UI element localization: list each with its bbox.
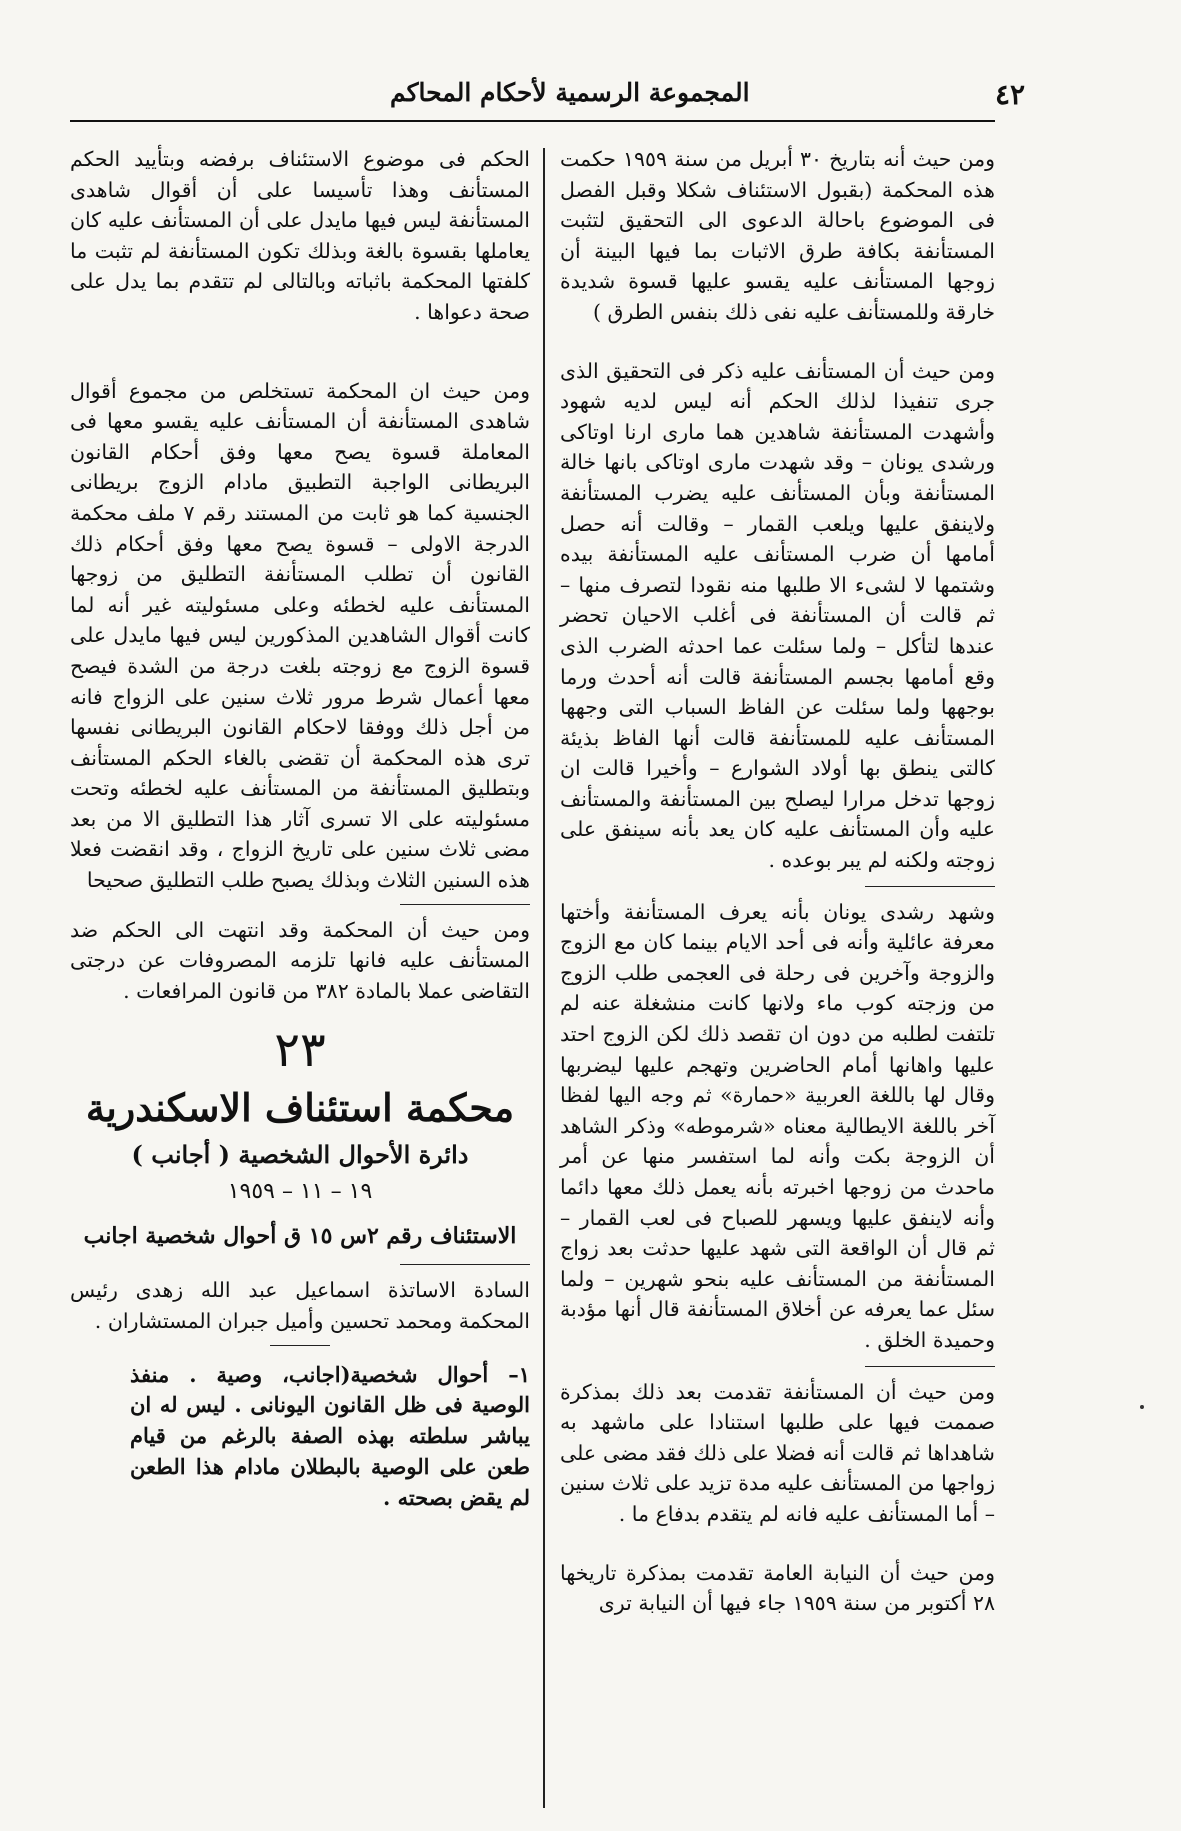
running-header [70, 78, 1026, 118]
separator-rule [865, 886, 995, 887]
paragraph: ومن حيث أن المحكمة وقد انتهت الى الحكم ضد المستأنف عليه فانها تلزمه المصروفات عن درجتى التقاضى عملا بالمادة ٣٨٢ من قانون المرافعات . [70, 917, 530, 1003]
court-name: محكمة استئناف الاسكندرية [85, 1085, 515, 1131]
court-circuit: دائرة الأحوال الشخصية ( أجانب ) [131, 1140, 469, 1170]
paragraph-gap [560, 1530, 995, 1558]
separator-rule [400, 904, 530, 905]
short-rule [270, 1345, 330, 1346]
paragraph: ومن حيث أنه بتاريخ ٣٠ أبريل من سنة ١٩٥٩ حكمت هذه المحكمة (بقبول الاستئناف شكلا وقبل الفصل فى الموضوع باحالة الدعوى الى التحقيق لتثبت المستأنفة بكافة طرق الاثبات بما فيها البينة أن زوجها المستأنف عليه يقسو عليها قسوة شديدة خارقة وللمستأنف عليه نفى ذلك بنفس الطرق ) [560, 147, 995, 324]
headnote-block [70, 1360, 530, 1514]
header-title: المجموعة الرسمية لأحكام المحاكم [390, 78, 750, 107]
paragraph-gap [560, 328, 995, 356]
paragraph: ومن حيث أن المستأنف عليه ذكر فى التحقيق الذى جرى تنفيذا لذلك الحكم أنه ليس لديه شهود وأشهدت المستأنفة شاهدين هما مارى ارنا اوتاكى ورشدى يونان – وقد شهدت مارى اوتاكى بانها خالة المستأنفة وبأن المستأنف عليه يضرب المستأنفة ولاينفق عليها ويلعب القمار – وقالت أنه حصل أمامها أن ضرب المستأنف عليه المستأنفة بيده وشتمها لا لشىء الا طلبها منه نقودا لتصرف منها – ثم قالت أن المستأنفة فى أغلب الاحيان تحضر عندها لتأكل – ولما سئلت عما احدثه الضرب الذى وقع أمامها بجسم المستأنفة قالت أنه أحدث ورما بوجهها ولما سئلت عن الفاظ السباب التى وجهها المستأنف عليه للمستأنفة قالت أنها الفاظ بذيئة كالتى ينطق بها أولاد الشوارع – وأخيرا قالت ان زوجها تدخل مرارا ليصلح بين المستأنفة والمستأنف عليه وأن المستأنف عليه كان يعد بأنه سينفق على زوجته ولكنه لم يبر بوعده . [560, 358, 995, 873]
case-number: ٢٣ [274, 1022, 326, 1079]
paragraph: وشهد رشدى يونان بأنه يعرف المستأنفة وأختها معرفة عائلية وأنه فى أحد الايام بينما كان مع الزوج والزوجة وآخرين فى رحلة فى العجمى طلب الزوج من وزجته كوب ماء ولانها كانت منشغلة عنه لم تلتفت لطلبه من دون ان تقصد ذلك لكن الزوج احتد عليها واهانها أمام الحاضرين وتهجم عليها ليضربها وقال لها باللغة العربية «حمارة» ثم وجه اليها لفظا آخر باللغة الايطالية معناه «شرموطه» وذكر الشاهد أن الزوجة بكت وأنه لما استفسر منها عن أمر ماحدث من زوجها اخبرته بأنه يعمل ذلك معها دائما وأنه لاينفق عليها ويسهر للصباح فى لعب القمار – ثم قال أن الواقعة التى شهد عليها حدثت بعد زواج المستأنفة من المستأنف عليه بنحو شهرين – ولما سئل عما يعرفه عن أخلاق المستأنفة قال أنها مؤدبة وحميدة الخلق . [560, 899, 995, 1352]
column-divider [543, 148, 545, 1808]
separator-rule [400, 1264, 530, 1265]
page-number: ٤٢ [995, 78, 1026, 111]
judges-panel: السادة الاساتذة اسماعيل عبد الله زهدى رئيس المحكمة ومحمد تحسين وأميل جبران المستشاران . [70, 1278, 530, 1334]
left-column [70, 144, 530, 1514]
paragraph: الحكم فى موضوع الاستئناف برفضه وبتأييد الحكم المستأنف وهذا تأسيسا على أن أقوال شاهدى المستأنفة ليس فيها مايدل على أن المستأنف عليه كان يعاملها بقسوة بالغة وبذلك تكون المستأنفة لم تثبت ما كلفتها المحكمة باثباته وبالتالى لم تتقدم بما يدل على صحة دعواها . [70, 147, 530, 324]
right-column [560, 144, 995, 1619]
paragraph: ومن حيث أن المستأنفة تقدمت بعد ذلك بمذكرة صممت فيها على طلبها استنادا على ماشهد به شاهداها ثم قالت أنه فضلا على ذلك فقد مضى على زواجها من المستأنف عليه مدة تزيد على ثلاث سنين – أما المستأنف عليه فانه لم يتقدم بدفاع ما . [560, 1379, 995, 1526]
paragraph-gap [70, 328, 530, 376]
headnote: ١– أحوال شخصية(اجانب، وصية . منفذ الوصية فى ظل القانون اليونانى . ليس له ان يباشر سلطته بهذه الصفة بالرغم من قيام طعن على الوصية بالبطلان مادام هذا الطعن لم يقض بصحته . [130, 1361, 530, 1510]
paragraph: ومن حيث أن النيابة العامة تقدمت بمذكرة تاريخها ٢٨ أكتوبر من سنة ١٩٥٩ جاء فيها أن النيابة ترى [560, 1560, 995, 1616]
paragraph: ومن حيث ان المحكمة تستخلص من مجموع أقوال شاهدى المستأنفة أن المستأنف عليه يقسو معها فى المعاملة قسوة يصح معها وفق أحكام القانون البريطانى الواجبة التطبيق مادام الزوج بريطانى الجنسية كما هو ثابت من المستند رقم ٧ ملف محكمة الدرجة الاولى – قسوة يصح معها وفق أحكام ذلك القانون أن تطلب المستأنفة التطليق من زوجها المستأنف عليه لخطئه وعلى مسئوليته غير أنه لما كانت أقوال الشاهدين المذكورين ليس فيها مايدل على قسوة الزوج مع زوجته بلغت درجة من الشدة فيصح معها أعمال شرط مرور ثلاث سنين على الزواج فانه من أجل ذلك ووفقا لاحكام القانون البريطانى نفسها ترى هذه المحكمة أن تقضى بالغاء الحكم المستأنف وبتطليق المستأنفة من المستأنف عليه لخطئه وتحت مسئوليته على الا تسرى آثار هذا التطليق الا من بعد مضى ثلاث سنين على تاريخ الزواج ، وقد انقضت فعلا هذه السنين الثلاث وبذلك يصبح طلب التطليق صحيحا [70, 378, 530, 893]
judgment-date: ١٩ – ١١ – ١٩٥٩ [227, 1179, 373, 1205]
separator-rule [865, 1366, 995, 1367]
header-rule [70, 120, 995, 122]
stray-mark [1140, 1405, 1144, 1409]
appeal-number: الاستئناف رقم ٢س ١٥ ق أحوال شخصية اجانب [83, 1223, 517, 1250]
